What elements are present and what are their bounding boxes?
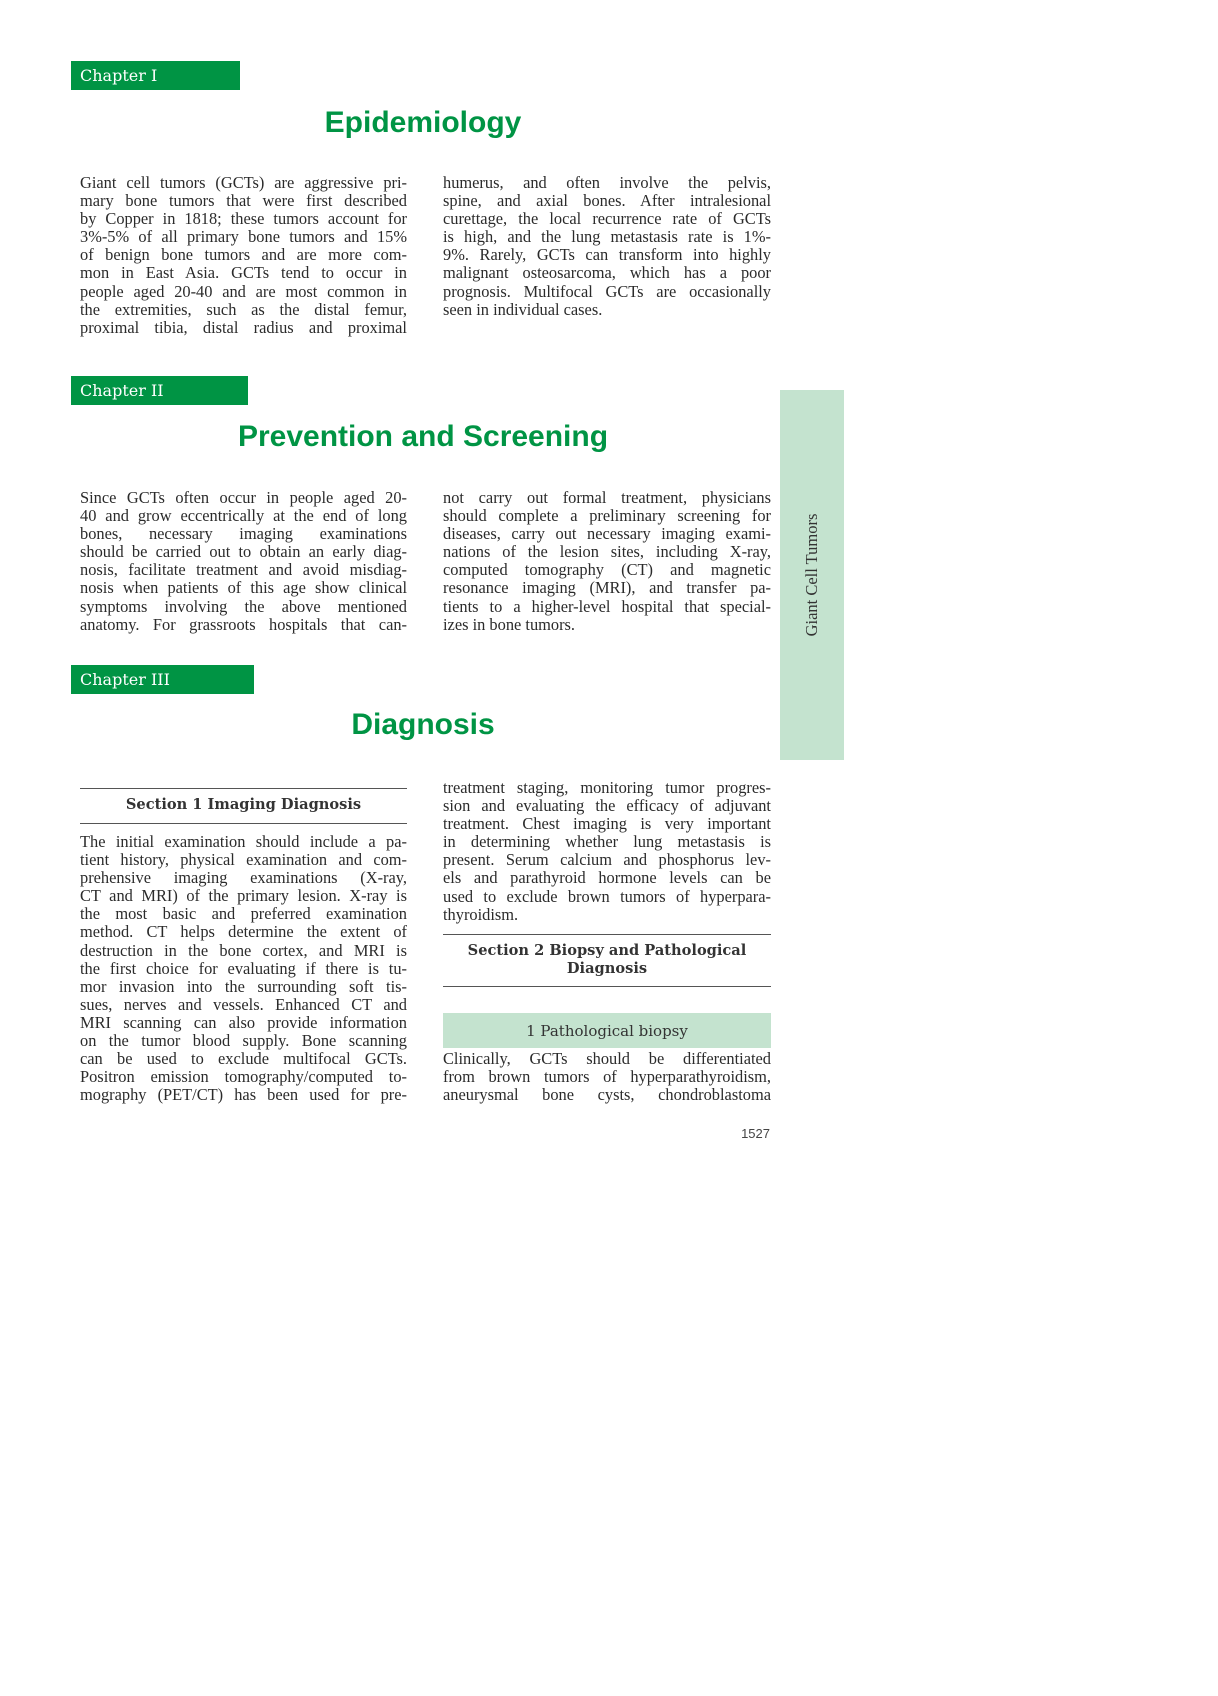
chapter-3-title: Diagnosis bbox=[351, 708, 495, 741]
side-tab-label: Giant Cell Tumors bbox=[802, 513, 821, 637]
section-1-bottom-rule bbox=[80, 823, 407, 824]
section-1-left-column: The initial examination should include a pa- tient history, physical examination and com- prehensive imaging examinations (X-ray, CT and MRI) of the primary lesion. X-ray is the most basic and preferred examination method. CT helps determine the extent of destruction in the bone cortex, and MRI is the first choice for evaluating if there is tu- mor invasion into the surrounding soft tis- sues, nerves and vessels. Enhanced CT and MRI scanning can also provide information on the tumor blood supply. Bone scanning can be used to exclude multifocal GCTs. Positron emission tomography/computed to- mography (PET/CT) has been used for pre- bbox=[80, 832, 407, 1105]
section-2-heading-line-1: Section 2 Biopsy and Pathological bbox=[467, 942, 747, 959]
section-2-heading bbox=[443, 942, 771, 978]
chapter-1-title: Epidemiology bbox=[324, 106, 522, 139]
section-1-top-rule bbox=[80, 788, 407, 789]
section-1-heading: Section 1 Imaging Diagnosis bbox=[125, 796, 362, 813]
chapter-3-tag: Chapter III bbox=[71, 665, 254, 694]
section-2-heading-line-2: Diagnosis bbox=[566, 960, 648, 977]
chapter-1-tag: Chapter I bbox=[71, 61, 240, 90]
chapter-2-right-column: not carry out formal treatment, physicians should complete a preliminary screening for diseases, carry out necessary imaging exami- nations of the lesion sites, including X-ray, computed tomography (CT) and magnetic resonance imaging (MRI), and transfer pa- tients to a higher-level hospital that special- izes in bone tumors. bbox=[443, 488, 771, 634]
page-number: 1527 bbox=[741, 1126, 770, 1141]
subsection-pathological-biopsy: 1 Pathological biopsy bbox=[443, 1013, 771, 1048]
section-2-body: Clinically, GCTs should be differentiated from brown tumors of hyperparathyroidism, aneurysmal bone cysts, chondroblastoma bbox=[443, 1049, 771, 1105]
section-1-right-column: treatment staging, monitoring tumor progres- sion and evaluating the efficacy of adjuvant treatment. Chest imaging is very important in determining whether lung metastasis is present. Serum calcium and phosphorus lev- els and parathyroid hormone levels can be used to exclude brown tumors of hyperpara- thyroidism. bbox=[443, 778, 771, 924]
chapter-1-left-column: Giant cell tumors (GCTs) are aggressive pri- mary bone tumors that were first described by Copper in 1818; these tumors account for 3%-5% of all primary bone tumors and 15% of benign bone tumors and are more com- mon in East Asia. GCTs tend to occur in people aged 20-40 and are most common in the extremities, such as the distal femur, proximal tibia, distal radius and proximal bbox=[80, 173, 407, 337]
chapter-2-left-column: Since GCTs often occur in people aged 20- 40 and grow eccentrically at the end of long bones, necessary imaging examinations should be carried out to obtain an early diag- nosis, facilitate treatment and avoid misdiag- nosis when patients of this age show clinical symptoms involving the above mentioned anatomy. For grassroots hospitals that can- bbox=[80, 488, 407, 634]
chapter-1-right-column: humerus, and often involve the pelvis, spine, and axial bones. After intralesional curettage, the local recurrence rate of GCTs is high, and the lung metastasis rate is 1%- 9%. Rarely, GCTs can transform into highly malignant osteosarcoma, which has a poor prognosis. Multifocal GCTs are occasionally seen in individual cases. bbox=[443, 173, 771, 319]
chapter-2-title: Prevention and Screening bbox=[237, 420, 609, 453]
section-2-top-rule bbox=[443, 934, 771, 935]
chapter-2-tag: Chapter II bbox=[71, 376, 248, 405]
section-2-bottom-rule bbox=[443, 986, 771, 987]
